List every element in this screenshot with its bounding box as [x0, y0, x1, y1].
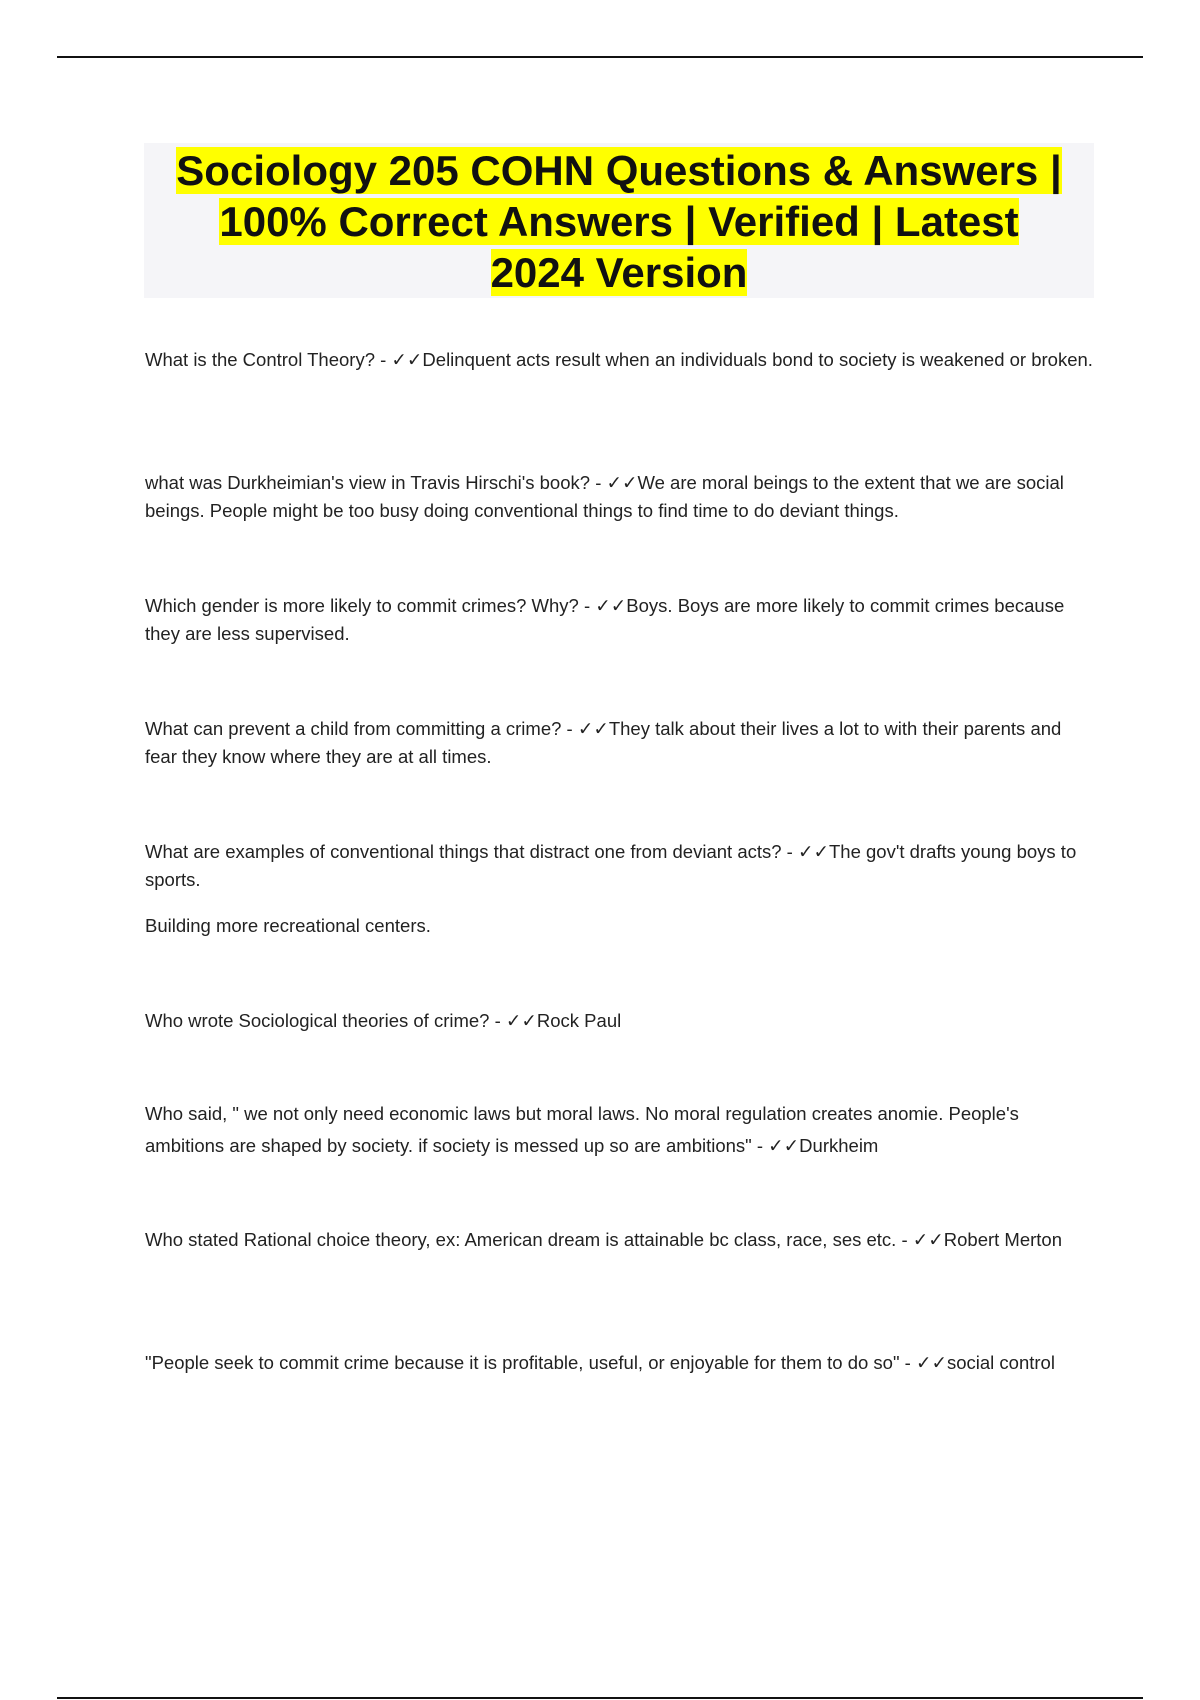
qa-item	[145, 469, 1095, 525]
qa-item	[145, 715, 1095, 771]
title-block	[144, 143, 1094, 298]
qa-item	[145, 838, 1095, 940]
qa-text: What is the Control Theory? - ✓✓Delinquent acts result when an individuals bond to society is weakened or broken.	[145, 349, 1093, 370]
qa-text: Who said, " we not only need economic laws but moral laws. No moral regulation creates anomie. People's ambitions are shaped by society. if society is messed up so are ambitions" - ✓✓Durkheim	[145, 1103, 1019, 1156]
qa-item	[145, 1349, 1095, 1377]
title-line: 2024 Version	[490, 249, 748, 296]
qa-text: What can prevent a child from committing a crime? - ✓✓They talk about their lives a lot to with their parents and fear they know where they are at all times.	[145, 718, 1062, 767]
qa-item	[145, 1098, 1095, 1162]
qa-text: What are examples of conventional things that distract one from deviant acts? - ✓✓The gov't drafts young boys to sports.	[145, 841, 1077, 890]
qa-text: Who wrote Sociological theories of crime? - ✓✓Rock Paul	[145, 1010, 622, 1031]
qa-item	[145, 1007, 1095, 1035]
qa-text: Which gender is more likely to commit crimes? Why? - ✓✓Boys. Boys are more likely to commit crimes because they are less supervised.	[145, 595, 1065, 644]
qa-text: "People seek to commit crime because it is profitable, useful, or enjoyable for them to do so" - ✓✓social control	[145, 1352, 1055, 1373]
qa-text: what was Durkheimian's view in Travis Hirschi's book? - ✓✓We are moral beings to the extent that we are social beings. People might be too busy doing conventional things to find time to do deviant things.	[145, 472, 1064, 521]
title-line: Sociology 205 COHN Questions & Answers |	[176, 147, 1062, 194]
qa-item	[145, 1226, 1095, 1254]
title-line: 100% Correct Answers | Verified | Latest	[219, 198, 1019, 245]
top-rule	[57, 56, 1143, 58]
bottom-rule	[57, 1697, 1143, 1699]
qa-extra-text: Building more recreational centers.	[145, 915, 431, 936]
qa-text: Who stated Rational choice theory, ex: American dream is attainable bc class, race, ses etc. - ✓✓Robert Merton	[145, 1229, 1063, 1250]
qa-item	[145, 592, 1095, 648]
qa-item	[145, 346, 1095, 374]
page-title	[144, 143, 1094, 298]
